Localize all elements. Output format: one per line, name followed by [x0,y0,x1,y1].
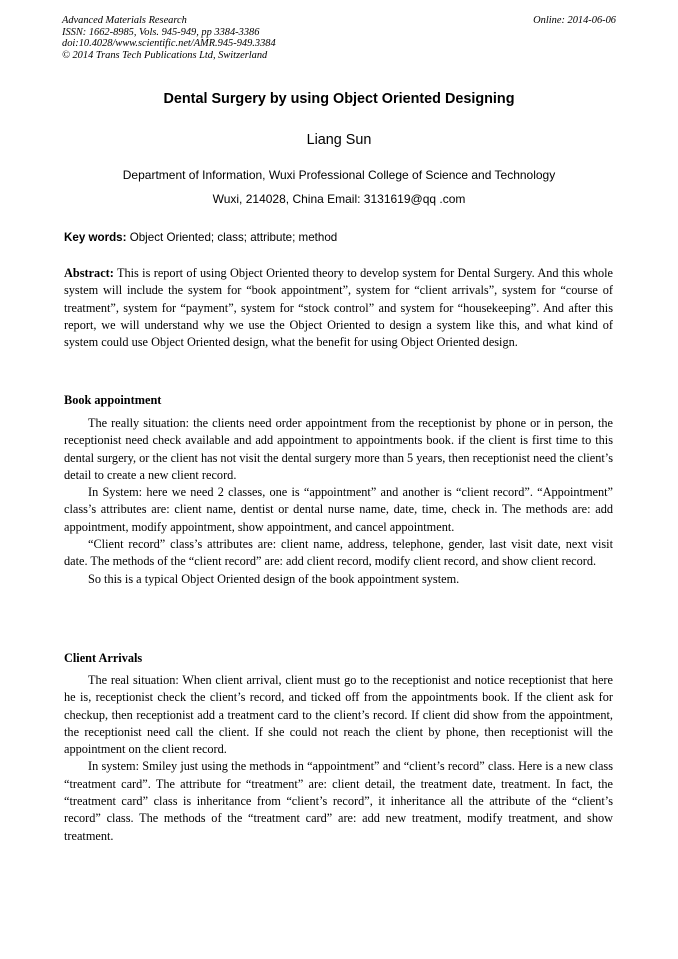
paragraph: “Client record” class’s attributes are: client name, address, telephone, gender, last visit date, next visit date. The methods of the “client record” are: add client record, modify client record, and show client record. [64,537,613,569]
journal-name: Advanced Materials Research [62,15,187,26]
issn-line: ISSN: 1662-8985, Vols. 945-949, pp 3384-3386 [62,26,260,38]
abstract-text: This is report of using Object Oriented theory to develop system for Dental Surgery. And this whole system will include the system for “book appointment”, system for “client arrivals”, system for “course of treatment”, system for “payment”, system for “stock control” and system for “housekeeping”. And after this report, we will understand why we use the Object Oriented to design a system like this, and what kind of system could use Object Oriented design, what the benefit for using Object Oriented design. [64,266,613,350]
paragraph: In system: Smiley just using the methods in “appointment” and “client’s record” class. Here is a new class “treatment card”. The attribute for “treatment” are: client detail, the treatment date, treatment. In fact, the “treatment card” class is inheritance from “client’s record”, it inheritance all the attribute of the “client’s record” class. The methods of the “treatment card” are: add new treatment, modify treatment, and show treatment. [64,759,613,843]
paper-title: Dental Surgery by using Object Oriented Designing [163,91,515,107]
section-client-arrivals [64,672,613,845]
author-name: Liang Sun [306,132,372,148]
keywords [64,231,337,244]
online-date: Online: 2014-06-06 [533,15,616,26]
section-heading-book-appointment: Book appointment [64,393,162,407]
copyright-line: © 2014 Trans Tech Publications Ltd, Switzerland [62,49,268,61]
address-email: Wuxi, 214028, China Email: 3131619@qq .com [212,192,466,206]
section-heading-client-arrivals: Client Arrivals [64,651,143,665]
abstract [64,265,613,351]
affiliation: Department of Information, Wuxi Professional College of Science and Technology [122,168,556,182]
doi-link[interactable]: doi:10.4028/www.scientific.net/AMR.945-949.3384 [62,38,276,50]
paragraph: The real situation: When client arrival, client must go to the receptionist and notice receptionist that here he is, receptionist check the client’s record, and ticked off from the appointments book. If the client ask for checkup, then receptionist add a treatment card to the client’s record. If client did show from the appointment, the receptionist need call the client. If she could not reach the client by phone, then receptionist will the appointment on the client record. [64,673,613,757]
paragraph: In System: here we need 2 classes, one is “appointment” and another is “client record”. “Appointment” class’s attributes are: client name, dentist or dental nurse name, date, time, check in. The methods are: add appointment, modify appointment, show appointment, and cancel appointment. [64,485,613,534]
keywords-text: Object Oriented; class; attribute; method [126,231,338,244]
abstract-label: Abstract: [64,266,114,280]
journal-header [62,15,616,61]
keywords-label: Key words: [64,231,127,244]
section-book-appointment [64,415,613,588]
paragraph: The really situation: the clients need order appointment from the receptionist by phone or in person, the receptionist need check available and add appointment to appointments book. if the client is first time to this dental surgery, or the client has not visit the dental surgery more than 5 years, then receptionist need the client’s detail to create a new client record. [64,416,613,482]
paragraph: So this is a typical Object Oriented design of the book appointment system. [88,571,460,586]
